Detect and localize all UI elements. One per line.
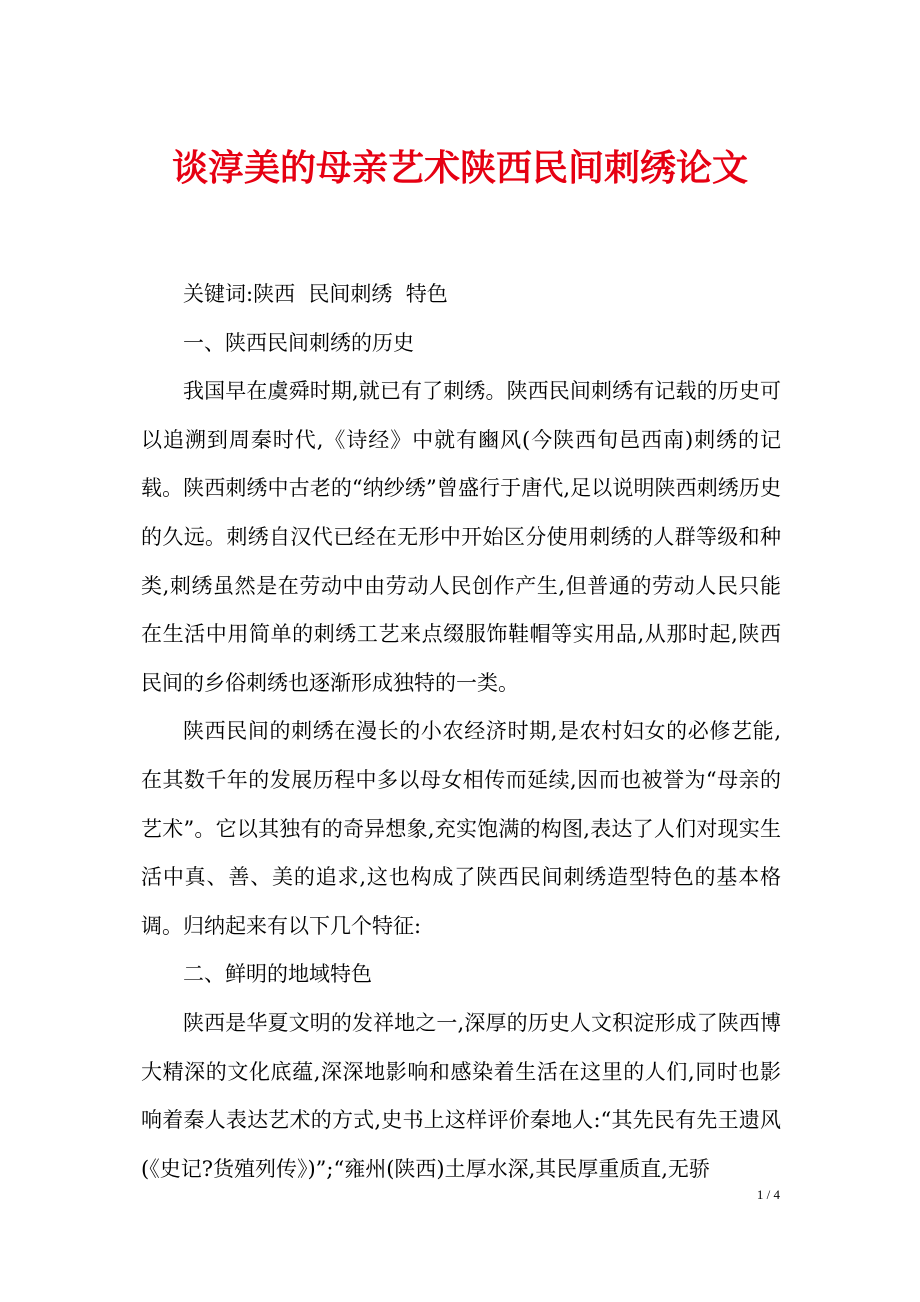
section-heading-history: 一、陕西民间刺绣的历史: [183, 330, 414, 355]
body-paragraph: 陕西民间的刺绣在漫长的小农经济时期,是农村妇女的必修艺能,在其数千年的发展历程中多以母女相传而延续,因而也被誉为“母亲的艺术”。它以其独有的奇异想象,充实饱满的构图,表达了人们对现实生活中真、善、美的追求,这也构成了陕西民间刺绣造型特色的基本格调。归纳起来有以下几个特征:: [141, 719, 781, 938]
document-body: [141, 270, 781, 1193]
page-number: 1 / 4: [756, 1187, 780, 1202]
page-title: 谈淳美的母亲艺术陕西民间刺绣论文: [171, 147, 748, 189]
section-heading-regional: 二、鲜明的地域特色: [183, 962, 372, 987]
keywords-paragraph: 关键词:陕西 民间刺绣 特色: [183, 282, 448, 306]
body-paragraph: 陕西是华夏文明的发祥地之一,深厚的历史人文积淀形成了陕西博大精深的文化底蕴,深深地影响和感染着生活在这里的人们,同时也影响着秦人表达艺术的方式,史书上这样评价秦地人:“其先民有先王遗风(《史记?货殖列传》)”;“雍州(陕西)土厚水深,其民厚重质直,无骄: [141, 1010, 781, 1181]
body-paragraph: 我国早在虞舜时期,就已有了刺绣。陕西民间刺绣有记载的历史可以追溯到周秦时代,《诗经》中就有豳风(今陕西旬邑西南)刺绣的记载。陕西刺绣中古老的“纳纱绣”曾盛行于唐代,足以说明陕西刺绣历史的久远。刺绣自汉代已经在无形中开始区分使用刺绣的人群等级和种类,刺绣虽然是在劳动中由劳动人民创作产生,但普通的劳动人民只能在生活中用简单的刺绣工艺来点缀服饰鞋帽等实用品,从那时起,陕西民间的乡俗刺绣也逐渐形成独特的一类。: [141, 379, 781, 695]
